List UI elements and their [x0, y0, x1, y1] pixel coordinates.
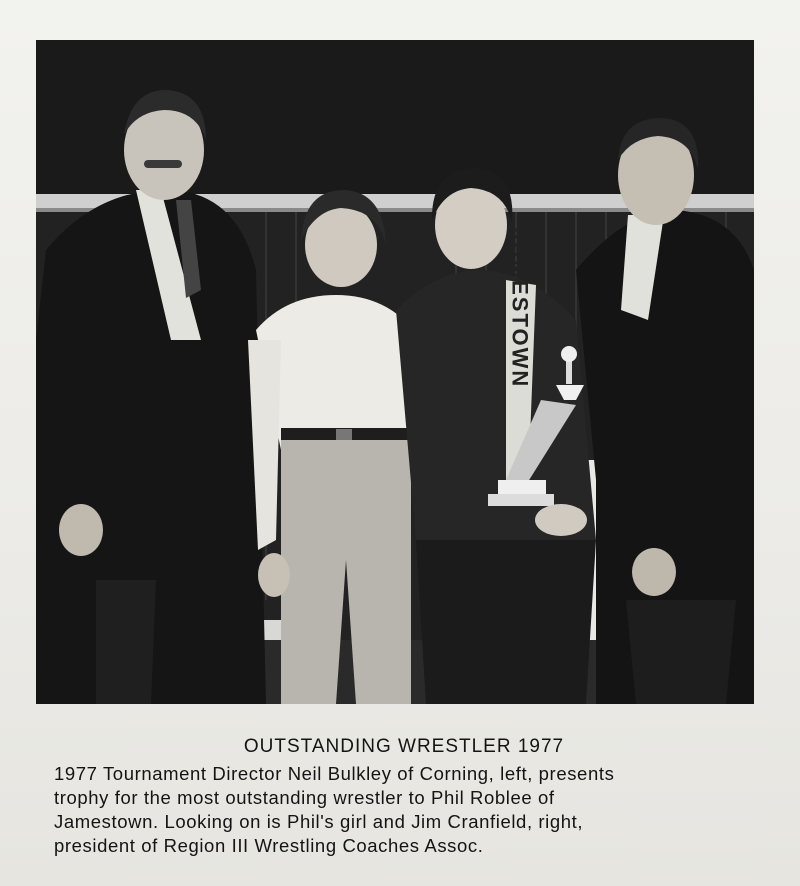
photo-caption [54, 736, 754, 858]
caption-title: OUTSTANDING WRESTLER 1977 [243, 736, 565, 757]
newspaper-photo [36, 40, 754, 704]
caption-line: 1977 Tournament Director Neil Bulkley of Corning, left, presents [54, 763, 615, 784]
caption-line: president of Region III Wrestling Coaches Assoc. [54, 835, 484, 856]
caption-line: Jamestown. Looking on is Phil's girl and Jim Cranfield, right, [54, 811, 584, 832]
photo-illustration [36, 40, 754, 704]
caption-line: trophy for the most outstanding wrestler to Phil Roblee of [54, 787, 555, 808]
jacket-lettering: JAMESTOWN [507, 227, 533, 389]
